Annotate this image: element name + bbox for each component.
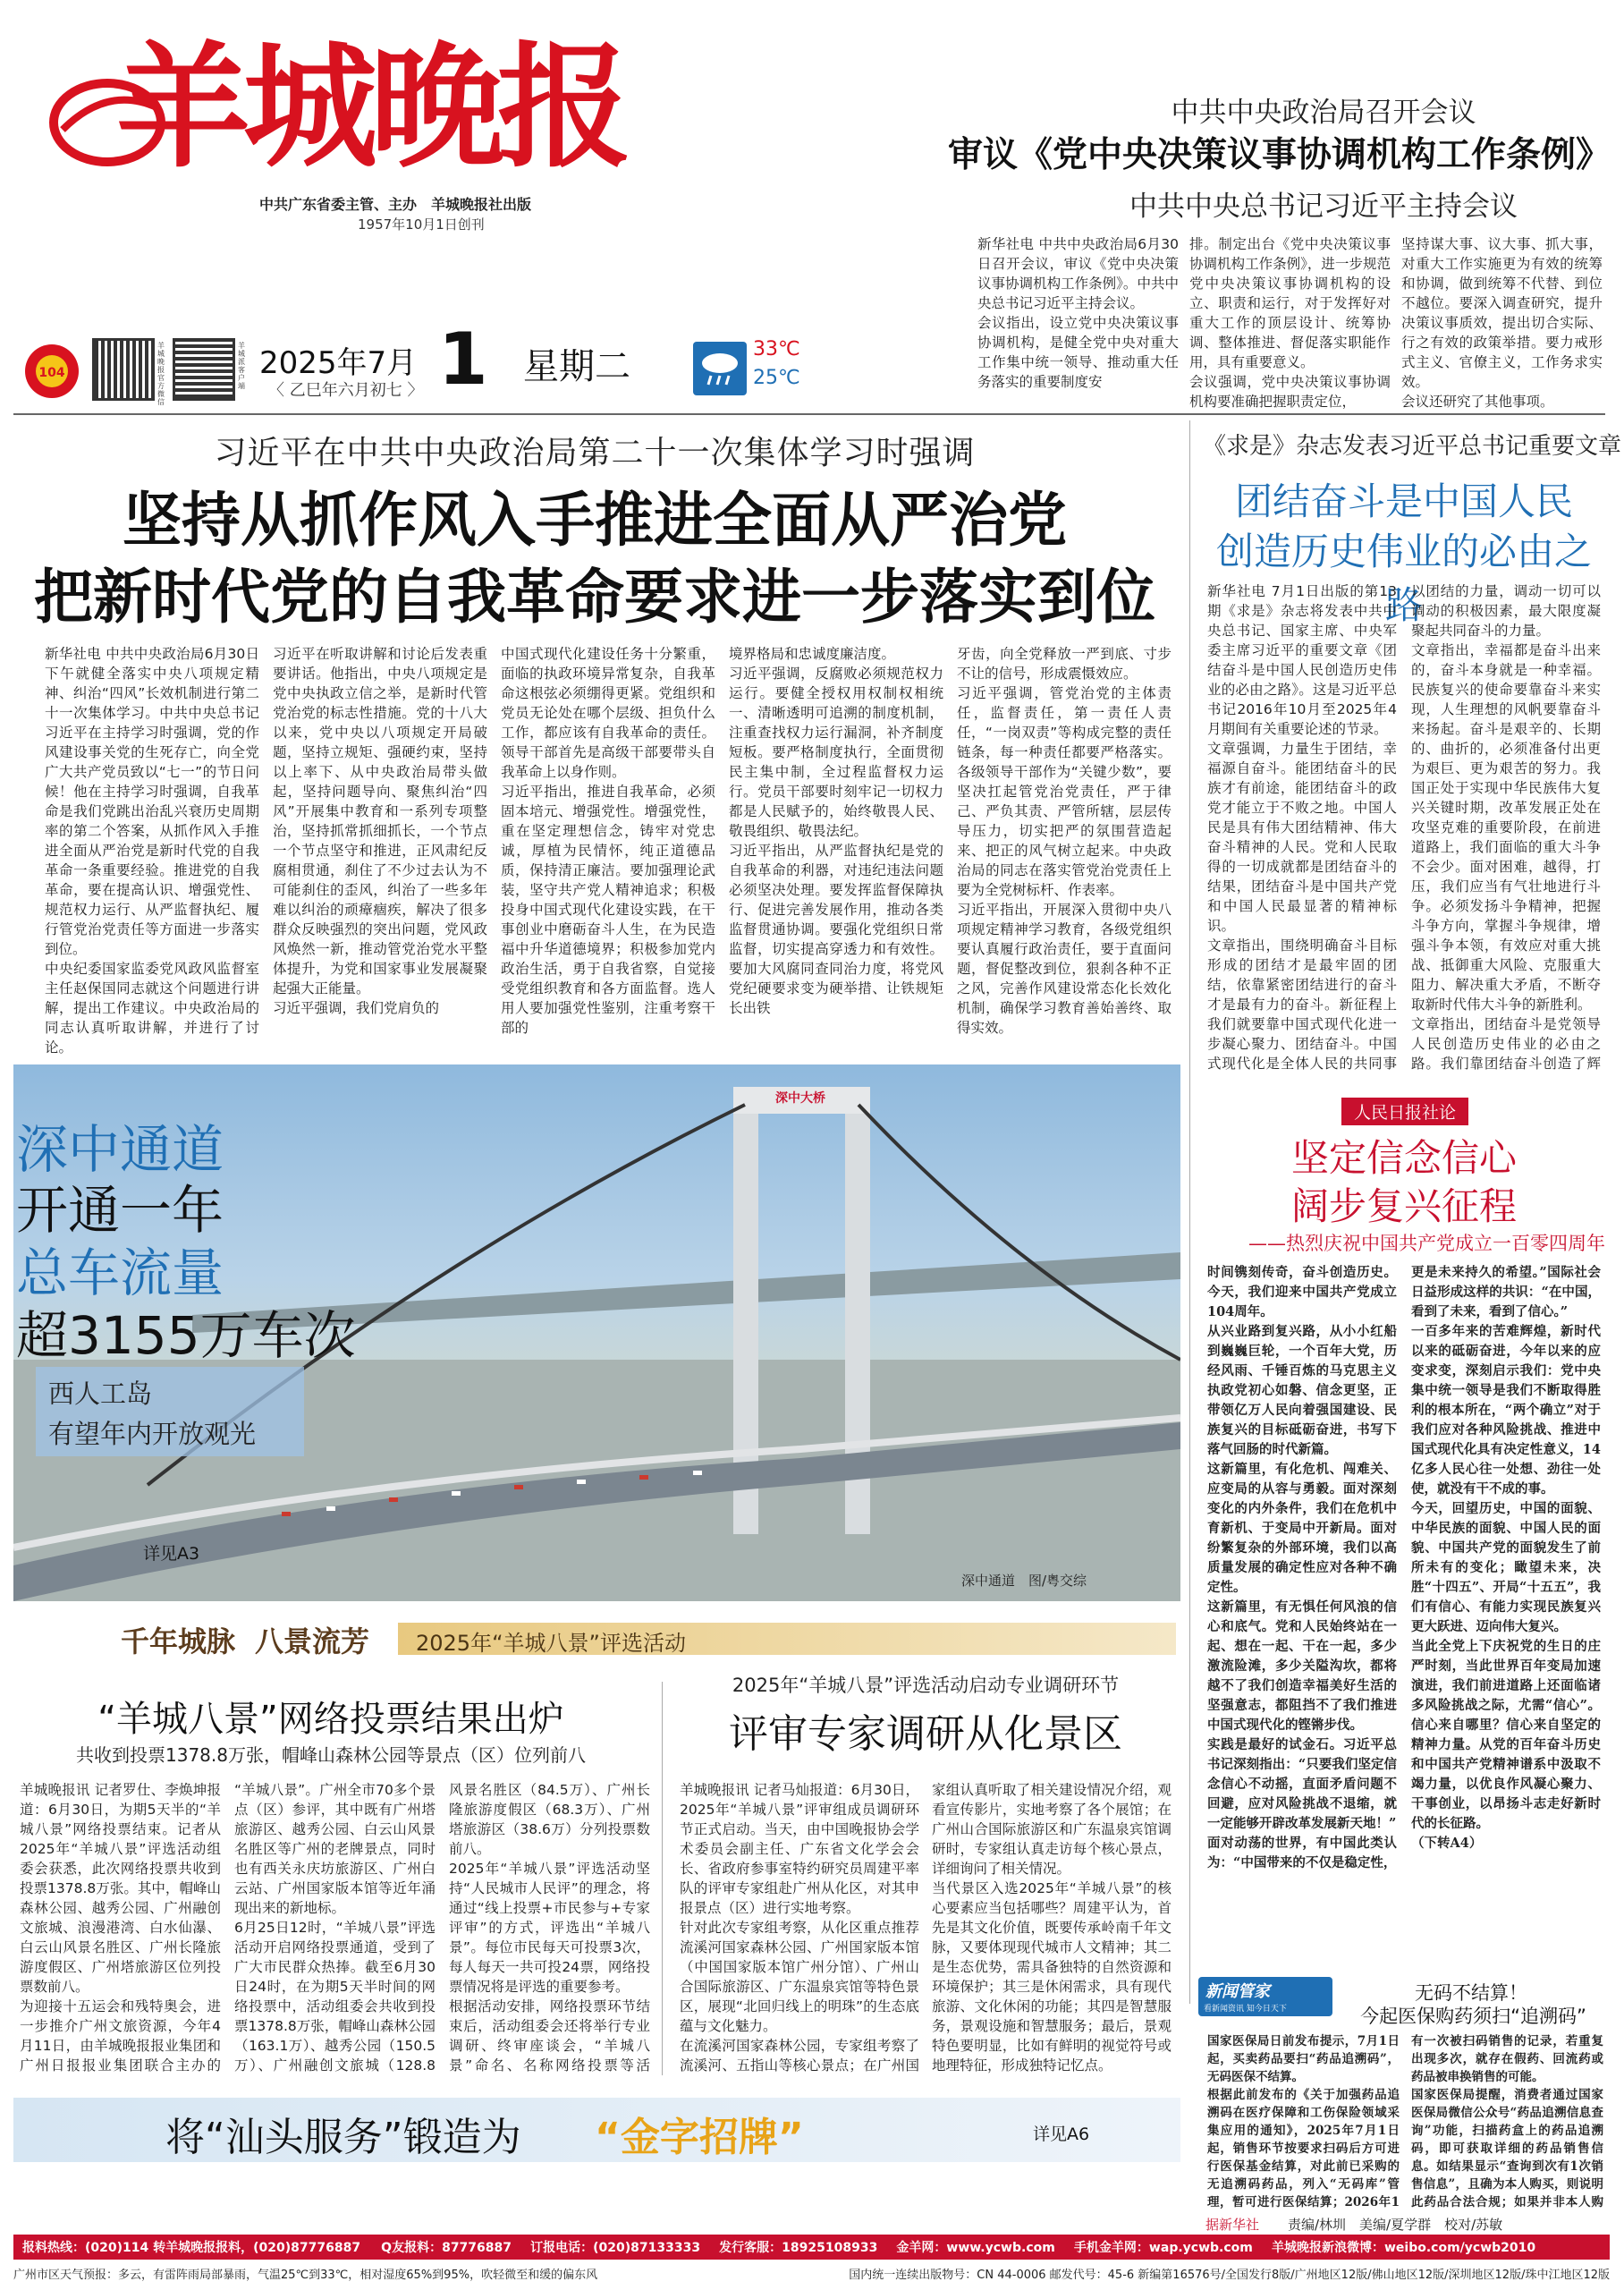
qiushi-headline-2: 创造历史伟业的必由之路 (1215, 530, 1592, 627)
footer-contact-1: 报料热线：(020)114 转羊城晚报报料，(020)87776887 (22, 2241, 361, 2255)
bottom-promo-see-more[interactable]: 详见A6 (1033, 2125, 1090, 2144)
yangcheng-right-col-2: 家组认真听取了相关建设情况介绍，观看宣传影片，实地考察了各个展馆；在广州山合国际旅游区和广东温泉宾馆调研时，专家组认真走访每个核心景点，详细询问了相关情况。 当代景区入选2025年“羊城八景”的核心要素应当包括哪些？周建平认为，首先是其文化价值，既要传承岭南千年文脉，又要体现现代城市人文精神；其二是生态优势，需具备独特的自然资源和环境保护；其三是休闲需求，具有现代旅游、文化休闲的功能；其四是智慧服务，景观设施和智慧服务；最后，景观特色要明显，比如有鲜明的视觉符号或地理特征，形成独特记忆点。 (932, 1782, 1171, 2074)
feature-photo-credit: 深中通道 图/粤交综 (961, 1573, 1087, 1589)
feature-sub-2: 有望年内开放观光 (48, 1419, 257, 1449)
footer-contact-6[interactable]: 手机金羊网：wap.ycwb.com (1073, 2241, 1253, 2255)
editorial-subhead: ——热烈庆祝中国共产党成立一百零四周年 (1248, 1233, 1605, 1254)
bottom-promo-headline: 将“汕头服务”锻造为 (165, 2115, 521, 2160)
date-weekday: 星期二 (523, 346, 630, 387)
footer-bar (13, 2235, 1610, 2260)
footer-contact-4: 发行客服：18925108933 (719, 2241, 878, 2255)
top-right-headline: 审议《党中央决策议事协调机构工作条例》 (948, 135, 1611, 175)
yangcheng-left-col-3: 风景名胜区（84.5万）、广州长隆旅游度假区（68.3万）、广州塔旅游区（38.6万）分列投票数前八。 2025年“羊城八景”评选活动坚持“人民城市人民评”的理念，将通过“线上投票+市民参与+专家评审”的方式，评选出“羊城八景”。每位市民每天可投票3次，每人每天一共可投24票，网络投票情况将是评选的重要参考。 根据活动安排，网络投票环节结束后，活动组委会还将举行专业调研、终审座谈会，“羊城八景”命名、名称网络投票等活 (449, 1782, 650, 2074)
banner-title-2: 八景流芳 (255, 1624, 370, 1658)
masthead-logo-text: 羊城晚报 (116, 29, 625, 186)
editorial-headline-2: 阔步复兴征程 (1290, 1184, 1517, 1228)
qiushi-col-1: 新华社电 7月1日出版的第13期《求是》杂志将发表中共中央总书记、国家主席、中央军委主席习近平的重要文章《团结奋斗是中国人民创造历史伟业的必由之路》。这是习近平总书记2016年10月至2025年4月期间有关重要论述的节录。 文章强调，力量生于团结，幸福源自奋斗。能团结奋斗的民族才有前途，能团结奋斗的政党才能立于不败之地。中国人民是具有伟大团结精神、伟大奋斗精神的人民。党和人民取得的一切成就都是团结奋斗的结果，团结奋斗是中国共产党和中国人民最显著的精神标识。 文章指出，围绕明确奋斗目标形成的团结才是最牢固的团结，依靠紧密团结进行的奋斗才是最有力的奋斗。新征程上我们就要靠中国式现代化进一步凝心聚力、团结奋斗。中国式现代化是全体人民的共同事 (1207, 583, 1397, 1072)
qr-label-app: 羊城派客户端 (238, 342, 245, 390)
editorial-col-2: 更是未来持久的希望。”国际社会日益形成这样的共识：“在中国，看到了未来，看到了信心。” 一百多年来的苦难辉煌，新时代以来的砥砺奋进，今年以来的应变求变，深刻启示我们：党中央集中统一领导是我们不断取得胜利的根本所在，“两个确立”对于我们应对各种风险挑战、推进中国式现代化具有决定性意义，14亿多人民心往一处想、劲往一处使，就没有干不成的事。 今天，回望历史，中国的面貌、中华民族的面貌、中国人民的面貌、中国共产党的面貌发生了前所未有的变化；瞰望未来，决胜“十四五”、开局“十五五”，我们有信心、有能力实现民族复兴更大跃进、迈向伟大复兴。 当此全党上下庆祝党的生日的庄严时刻，当此世界百年变局加速演进，我们前进道路上还面临诸多风险挑战之际，尤需“信心”。信心来自哪里？信心来自坚定的精神力量。从党的百年奋斗历史和中国共产党精神谱系中汲取不竭力量，以优良作风凝心聚力、干事创业，以昂扬斗志走好新时代的长征路。 （下转A4） (1411, 1265, 1601, 1851)
bottom-promo (13, 2098, 1180, 2162)
yangcheng-banner (13, 1617, 1180, 1658)
editorial-tag: 人民日报社论 (1341, 1098, 1468, 1125)
lead-kicker: 习近平在中共中央政治局第二十一次集体学习时强调 (214, 435, 976, 471)
qr-label-wechat: 羊城晚报官方微信 (157, 342, 165, 406)
footer-weather: 广州市区天气预报：多云，有雷阵雨局部暴雨，气温25℃到33℃，相对湿度65%到95%，吹轻微至和缓的偏东风 (13, 2269, 598, 2282)
party-emblem-icon (16, 340, 88, 403)
feature-line-2: 开通一年 (16, 1180, 224, 1241)
date-day: 1 (438, 318, 488, 401)
footer-contact-7[interactable]: 羊城晚报新浪微博：weibo.com/ycwb2010 (1271, 2241, 1536, 2255)
feature-see-more[interactable]: 详见A3 (143, 1544, 200, 1564)
qr-code-app[interactable] (173, 338, 235, 401)
qr-code-wechat[interactable] (92, 338, 155, 401)
lead-col-3: 中国式现代化建设任务十分繁重，面临的执政环境异常复杂，自我革命这根弦必须绷得更紧。党组织和党员无论处在哪个层级、担负什么工作，都应该有自我革命的责任。领导干部首先是高级干部要带头自我革命上以身作则。 习近平指出，推进自我革命，必须固本培元、增强党性。增强党性，重在坚定理想信念，铸牢对党忠诚，厚植为民情怀，纯正道德品质，保持清正廉洁。要加强理论武装，坚守共产党人精神追求；积极投身中国式现代化建设实践，在干事创业中磨砺奋斗人生，在为民造福中升华道德境界；积极参加党内政治生活，勇于自我省察，自觉接受党组织教育和各方面监督。选人用人要加强党性鉴别，注重考察干部的 (501, 646, 715, 1036)
feature-sub-box (36, 1367, 304, 1456)
feature-sub-1: 西人工岛 (48, 1378, 153, 1409)
footer-contact-5[interactable]: 金羊网：www.ycwb.com (896, 2241, 1055, 2255)
divider-vertical-right (1189, 420, 1190, 2004)
news-box-tag-1: 新闻管家 (1205, 1982, 1270, 2001)
footer-contact-3: 订报电话：(020)87133333 (530, 2241, 701, 2255)
editorial-headline-1: 坚定信念信心 (1290, 1136, 1517, 1180)
svg-text:104: 104 (38, 366, 65, 380)
lead-col-5: 牙齿，向全党释放一严到底、寸步不让的信号，形成震慑效应。 习近平强调，管党治党的主体责任，监督责任，第一责任人责任，“一岗双责”等构成完整的责任链条，每一种责任都要严格落实。各级领导干部作为“关键少数”，要坚决扛起管党治党责任，严于律己、严负其责、严管所辖，层层传导压力，切实把严的氛围营造起来、把正的风气树立起来。中央政治局的同志在落实管党治党责任上要为全党树标杆、作表率。 习近平指出，开展深入贯彻中央八项规定精神学习教育，各级党组织要认真履行政治责任，要于直面问题，督促整改到位，狠刹各种不正之风，完善作风建设常态化长效化机制，确保学习教育善始善终、取得实效。 (957, 646, 1171, 1036)
lead-headline-1: 坚持从抓作风入手推进全面从严治党 (123, 486, 1067, 555)
page-credits: 责编/林圳 美编/夏学群 校对/苏敏 (1288, 2217, 1503, 2233)
rain-cloud-icon (693, 342, 747, 395)
top-right-col-3: 坚持谋大事、议大事、抓大事，对重大工作实施更为有效的统筹和协调，做到统筹不代替、到位不越位。要深入调查研究，提升决策议事质效，提出切合实际、行之有效的政策举措。要力戒形式主义、官僚主义，工作务求实效。 会议还研究了其他事项。 (1401, 236, 1603, 409)
lead-headline-2: 把新时代党的自我革命要求进一步落实到位 (34, 563, 1155, 632)
qiushi-kicker: 《求是》杂志发表习近平总书记重要文章 (1203, 433, 1622, 460)
banner-title-1: 千年城脉 (121, 1624, 236, 1658)
bridge-sign: 深中大桥 (775, 1091, 825, 1106)
qiushi-headline-1: 团结奋斗是中国人民 (1234, 479, 1573, 523)
date-year-month: 2025年7月 (259, 345, 418, 381)
yangcheng-left-col-2: “羊城八景”。广州全市70多个景点（区）参评，其中既有广州塔旅游区、越秀公园、白云山风景名胜区等广州的老牌景点，同时也有西关永庆坊旅游区、广州白云站、广州国家版本馆等近年涌现出来的新地标。 6月25日12时，“羊城八景”评选活动开启网络投票通道，受到了广大市民群众热捧。截至6月30日24时，在为期5天半时间的网络投票中，活动组委会共收到投票1378.8万张，帽峰山森林公园（163.1万）、越秀公园（150.5万）、广州融创文旅城（128.8 (234, 1782, 436, 2074)
masthead-founded: 1957年10月1日创刊 (358, 216, 485, 233)
date-lunar: 〈 乙巳年六月初七 〉 (268, 381, 424, 400)
lead-col-1: 新华社电 中共中央政治局6月30日下午就健全落实中央八项规定精神、纠治“四风”长效机制进行第二十一次集体学习。中共中央总书记习近平在主持学习时强调，党的作风建设事关党的生死存亡，向全党广大共产党员致以“七一”的节日问候！他在主持学习时强调，自我革命是我们党跳出治乱兴衰历史周期率的第二个答案，从抓作风入手推进全面从严治党是新时代党的自我革命一条重要经验。推进党的自我革命，要在提高认识、增强党性、规范权力运行、从严监督执纪、履行管党治党责任等方面进一步落实到位。 中央纪委国家监委党风政风监督室主任赵保国同志就这个问题进行讲解，提出工作建议。中央政治局的同志认真听取讲解，并进行了讨论。 (45, 646, 259, 1056)
qiushi-col-2: 以团结的力量，调动一切可以调动的积极因素，最大限度凝聚起共同奋斗的力量。 文章指出，幸福都是奋斗出来的，奋斗本身就是一种幸福。民族复兴的使命要靠奋斗来实现，人生理想的风帆要靠奋斗来扬起。奋斗是艰辛的、长期的、曲折的，必须准备付出更为艰巨、更为艰苦的努力。我国正处于实现中华民族伟大复兴关键时期，改革发展正处在攻坚克难的重要阶段，在前进道路上，我们面临的重大斗争不会少。面对困难，越得，打压，我们应当有气壮地进行斗争。必须发扬斗争精神，把握斗争方向，掌握斗争规律，增强斗争本领，有效应对重大挑战、抵御重大风险、克服重大阻力、解决重大矛盾，不断夺取新时代伟大斗争的新胜利。 文章指出，团结奋斗是党领导人民创造历史伟业的必由之路。我们靠团结奋斗创造了辉 (1411, 583, 1601, 1072)
divider-top (13, 413, 1605, 415)
lead-col-2: 习近平在听取讲解和讨论后发表重要讲话。他指出，中央八项规定是党中央执政立信之举，是新时代管党治党的标志性措施。党的十八大以来，党中央以八项规定开局破题，坚持立规矩、强硬约束，坚持以上率下、从中央政治局带头做起，坚持问题导向、聚焦纠治“四风”开展集中教育和一系列专项整治，坚持抓常抓细抓长，一个节点一个节点坚守和推进，正风肃纪反腐相贯通，刹住了不少过去认为不可能刹住的歪风，纠治了一些多年难以纠治的顽瘴痼疾，解决了很多群众反映强烈的突出问题，党风政风焕然一新，推动管党治党水平整体提升，为党和国家事业发展凝聚起强大正能量。 习近平强调，我们党肩负的 (273, 646, 487, 1016)
top-right-subhead: 中共中央总书记习近平主持会议 (1129, 191, 1518, 223)
news-box-tag-2: 看新闻资讯 知今日天下 (1204, 2005, 1287, 2014)
feature-line-3: 总车流量 (16, 1243, 224, 1303)
footer-contact-2: Q友报料：87776887 (381, 2241, 512, 2255)
yangcheng-right-kicker: 2025年“羊城八景”评选活动启动专业调研环节 (732, 1675, 1120, 1696)
banner-event (398, 1623, 1176, 1655)
top-right-col-2: 排。制定出台《党中央决策议事协调机构工作条例》，进一步规范党中央决策议事协调机构的设立、职责和运行，对于发挥好对重大工作的顶层设计、统筹协调、整体推进、督促落实职能作用，具有重要意义。 会议强调，党中央决策议事协调机构要准确把握职责定位， (1189, 236, 1391, 409)
news-box-headline-1: 无码不结算！ (1415, 1982, 1527, 2004)
lead-col-4: 境界格局和忠诚度廉洁度。 习近平强调，反腐败必须规范权力运行。要健全授权用权制权相统一、清晰透明可追溯的制度机制，注重查找权力运行漏洞，补齐制度短板。要严格制度执行，全面贯彻民主集中制，全过程监督权力运行。党员干部要时刻牢记一切权力都是人民赋予的，始终敬畏人民、敬畏组织、敬畏法纪。 习近平指出，从严监督执纪是党的自我革命的利器，对违纪违法问题必须坚决处理。要发挥监督保障执行、促进完善发展作用，推动各类监督贯通协调。要强化党组织日常监督，切实提高穿透力和有效性。要加大风腐同查同治力度，将党风党纪硬要求变为硬举措、让铁规矩长出铁 (729, 646, 943, 1016)
news-box-col-1: 国家医保局日前发布提示，7月1日起，买卖药品要扫“药品追溯码”，无码医保不结算。 根据此前发布的《关于加强药品追溯码在医疗保障和工伤保险领域采集应用的通知》，2025年7月1日起，销售环节按要求扫码后方可进行医保基金结算，对此前已采购的无追溯码药品，列入“无码库”管理，暂可进行医保结算；2026年1 (1207, 2034, 1400, 2209)
feature-line-4: 超3155万车次 (16, 1305, 356, 1366)
yangcheng-left-col-1: 羊城晚报讯 记者罗仕、李焕坤报道：6月30日，为期5天半的“羊城八景”网络投票结束。记者从2025年“羊城八景”评选活动组委会获悉，此次网络投票共收到投票1378.8万张。其中，帽峰山森林公园、越秀公园、广州融创文旅城、浪漫港湾、白水仙瀑、白云山风景名胜区、广州长隆旅游度假区、广州塔旅游区位列投票数前八。 为迎接十五运会和残特奥会，进一步推介广州文旅资源，今年4月11日，由羊城晚报报业集团和广州日报报业集团联合主办的 (20, 1782, 221, 2074)
yangcheng-left-subhead: 共收到投票1378.8万张，帽峰山森林公园等景点（区）位列前八 (76, 1744, 586, 1766)
feature-line-1: 深中通道 (16, 1119, 224, 1180)
yangcheng-right-col-1: 羊城晚报讯 记者马灿报道：6月30日，2025年“羊城八景”评审组成员调研环节正式启动。当天，由中国晚报协会学术委员会副主任、广东省文化学会会长、省政府参事室特约研究员周建平率队的评审专家组赴广州从化区，对其申报景点（区）进行实地考察。 针对此次专家组考察，从化区重点推荐流溪河国家森林公园、广州国家版本馆（中国国家版本馆广州分馆）、广州山合国际旅游区、广东温泉宾馆等特色景区，展现“北回归线上的明珠”的生态底蕴与文化魅力。 在流溪河国家森林公园，专家组考察了流溪河、五指山等核心景点；在广州国 (680, 1782, 919, 2074)
yangcheng-right-headline: 评审专家调研从化景区 (729, 1711, 1122, 1757)
editorial-col-1: 时间镌刻传奇，奋斗创造历史。今天，我们迎来中国共产党成立104周年。 从兴业路到复兴路，从小小红船到巍巍巨轮，一个百年大党，历经风雨、千锤百炼的马克思主义执政党初心如磐、信念更坚，正带领亿万人民向着强国建设、民族复兴的目标砥砺奋进，书写下落气回肠的时代新篇。 这新篇里，有化危机、闯难关、应变局的从容与勇毅。面对深刻变化的内外条件，我们在危机中育新机、于变局中开新局。面对纷繁复杂的外部环境，我们以高质量发展的确定性应对各种不确定性。 这新篇里，有无惧任何风浪的信心和底气。党和人民始终站在一起、想在一起、干在一起，多少激流险滩，多少关隘沟坎，都将越不了我们创造幸福美好生活的坚强意志，都阻挡不了我们推进中国式现代化的铿锵步伐。 实践是最好的试金石。习近平总书记深刻指出：“只要我们坚定信念信心不动摇，直面矛盾问题不回避，应对风险挑战不退缩，就一定能够开辟改革发展新天地！” 面对动荡的世界，有中国此类认为：“中国带来的不仅是稳定性， (1207, 1265, 1397, 1870)
temp-low: 25℃ (753, 367, 800, 389)
top-right-kicker: 中共中央政治局召开会议 (1171, 97, 1476, 129)
news-box-source: 据新华社 (1205, 2217, 1260, 2233)
temp-high: 33℃ (753, 338, 800, 360)
masthead-sponsor-line: 中共广东省委主管、主办 羊城晚报社出版 (259, 196, 532, 213)
news-box-col-2: 有一次被扫码销售的记录，若重复出现多次，就存在假药、回流药或药品被串换销售的可能。 国家医保局提醒，消费者通过国家医保局微信公众号“药品追溯信息查询”功能，扫描药盒上的药品追溯码，即可获取详细的药品销售信息。如结果显示“查询到次有1次销售信息”，且确为本人购买，则说明此药品合法合规；如果并非本人购 (1411, 2034, 1603, 2209)
top-right-col-1: 新华社电 中共中央政治局6月30日召开会议，审议《党中央决策议事协调机构工作条例》。中共中央总书记习近平主持会议。 会议指出，设立党中央决策议事协调机构，是健全党中央对重大工作集中统一领导、推动重大任务落实的重要制度安 (977, 236, 1179, 390)
banner-event-text: 2025年“羊城八景”评选活动 (416, 1631, 686, 1656)
yangcheng-left-headline: “羊城八景”网络投票结果出炉 (97, 1699, 564, 1740)
news-box (1198, 1977, 1610, 2211)
news-box-headline-2: 今起医保购药须扫“追溯码” (1360, 2006, 1586, 2027)
bottom-promo-gold: “金字招牌” (595, 2115, 804, 2160)
divider-yangcheng (662, 1682, 663, 2075)
news-box-tag (1198, 1977, 1332, 2016)
footer-issue-info: 国内统一连续出版物号：CN 44-0006 邮发代号：45-6 新编第16576号/全国发行8版/广州地区12版/佛山地区12版/深圳地区12版/珠中江地区12版 (849, 2269, 1610, 2282)
